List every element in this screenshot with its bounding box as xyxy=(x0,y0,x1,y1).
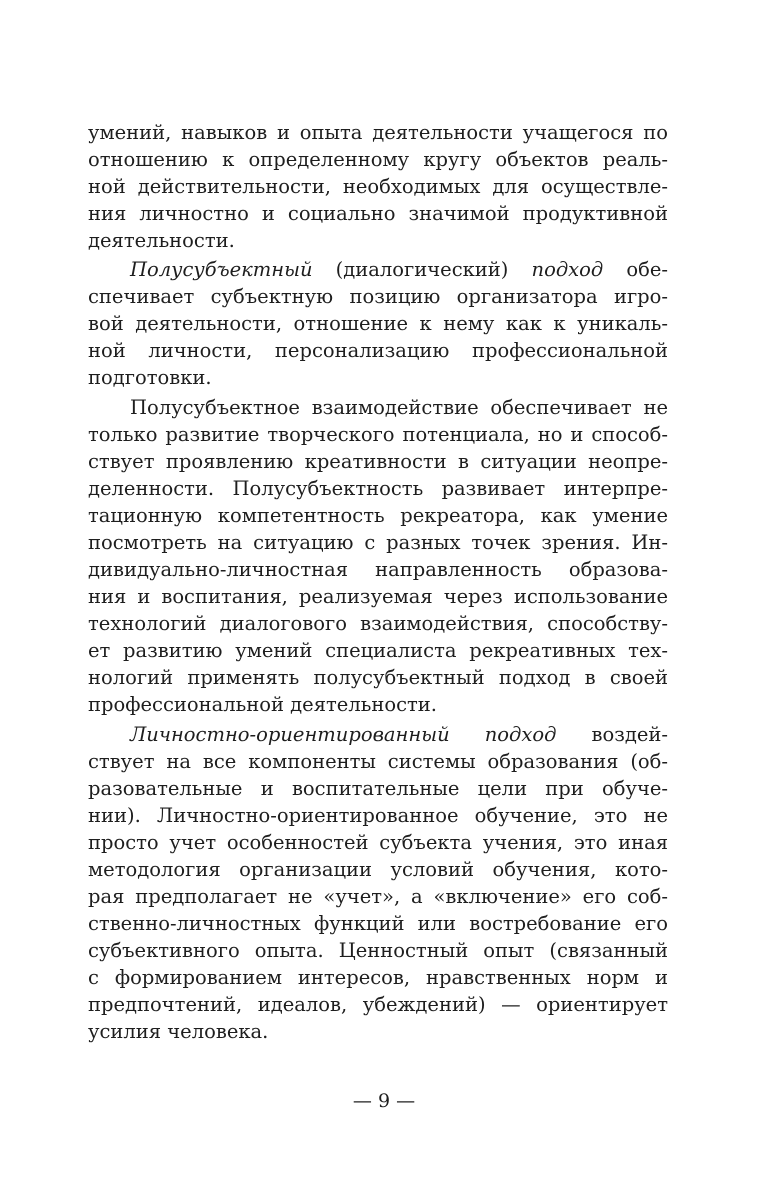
text-line: рая предполагает не «учет», а «включение» его соб- xyxy=(88,885,668,908)
text-line: профессиональной деятельности. xyxy=(88,693,437,716)
text-line: спечивает субъектную позицию организатора игро- xyxy=(88,285,668,308)
text-line: методология организации условий обучения, кото- xyxy=(88,858,668,881)
text-line: разовательные и воспитательные цели при обуче- xyxy=(88,777,668,800)
text-line: нологий применять полусубъектный подход в своей xyxy=(88,666,668,689)
text-line: только развитие творческого потенциала, но и способ- xyxy=(88,423,668,446)
text-line: ствует проявлению креативности в ситуации неопре- xyxy=(88,450,668,473)
text-line: вой деятельности, отношение к нему как к уникаль- xyxy=(88,312,668,335)
italic-term: Полусубъектный xyxy=(130,258,313,281)
page-number: — 9 — xyxy=(352,1090,416,1112)
text-line: Полусубъектное взаимодействие обеспечивает не xyxy=(130,396,668,419)
text-line: ной действительности, необходимых для осуществле- xyxy=(88,175,668,198)
text-line: деленности. Полусубъектность развивает интерпре- xyxy=(88,477,668,500)
text-line: Полусубъектный (диалогический) подход обе- xyxy=(130,258,668,281)
text-line: деятельности. xyxy=(88,229,235,252)
text-line: отношению к определенному кругу объектов реаль- xyxy=(88,148,668,171)
text-line: субъективного опыта. Ценностный опыт (связанный xyxy=(88,939,668,962)
text-line: ет развитию умений специалиста рекреативных тех- xyxy=(88,639,668,662)
text-line: умений, навыков и опыта деятельности учащегося по xyxy=(88,121,668,144)
text-line: нии). Личностно-ориентированное обучение, это не xyxy=(88,804,668,827)
text-line: просто учет особенностей субъекта учения, это иная xyxy=(88,831,668,854)
text-line: Личностно-ориентированный подход воздей- xyxy=(130,723,668,746)
italic-term: Личностно-ориентированный подход xyxy=(130,723,557,746)
italic-term: подход xyxy=(531,258,604,281)
text-line: подготовки. xyxy=(88,366,212,389)
text-line: предпочтений, идеалов, убеждений) — ориентирует xyxy=(88,993,668,1016)
text-line: усилия человека. xyxy=(88,1020,269,1043)
text-line: с формированием интересов, нравственных норм и xyxy=(88,966,668,989)
text-line: технологий диалогового взаимодействия, способству- xyxy=(88,612,668,635)
text-line: посмотреть на ситуацию с разных точек зрения. Ин- xyxy=(88,531,668,554)
text-line: ния и воспитания, реализуемая через использование xyxy=(88,585,668,608)
text-line: ной личности, персонализацию профессиональной xyxy=(88,339,668,362)
text-line: ствует на все компоненты системы образования (об- xyxy=(88,750,668,773)
text-line: ственно-личностных функций или востребование его xyxy=(88,912,668,935)
text-line: тационную компетентность рекреатора, как умение xyxy=(88,504,668,527)
text-line: дивидуально-личностная направленность образова- xyxy=(88,558,668,581)
text-line: ния личностно и социально значимой продуктивной xyxy=(88,202,668,225)
